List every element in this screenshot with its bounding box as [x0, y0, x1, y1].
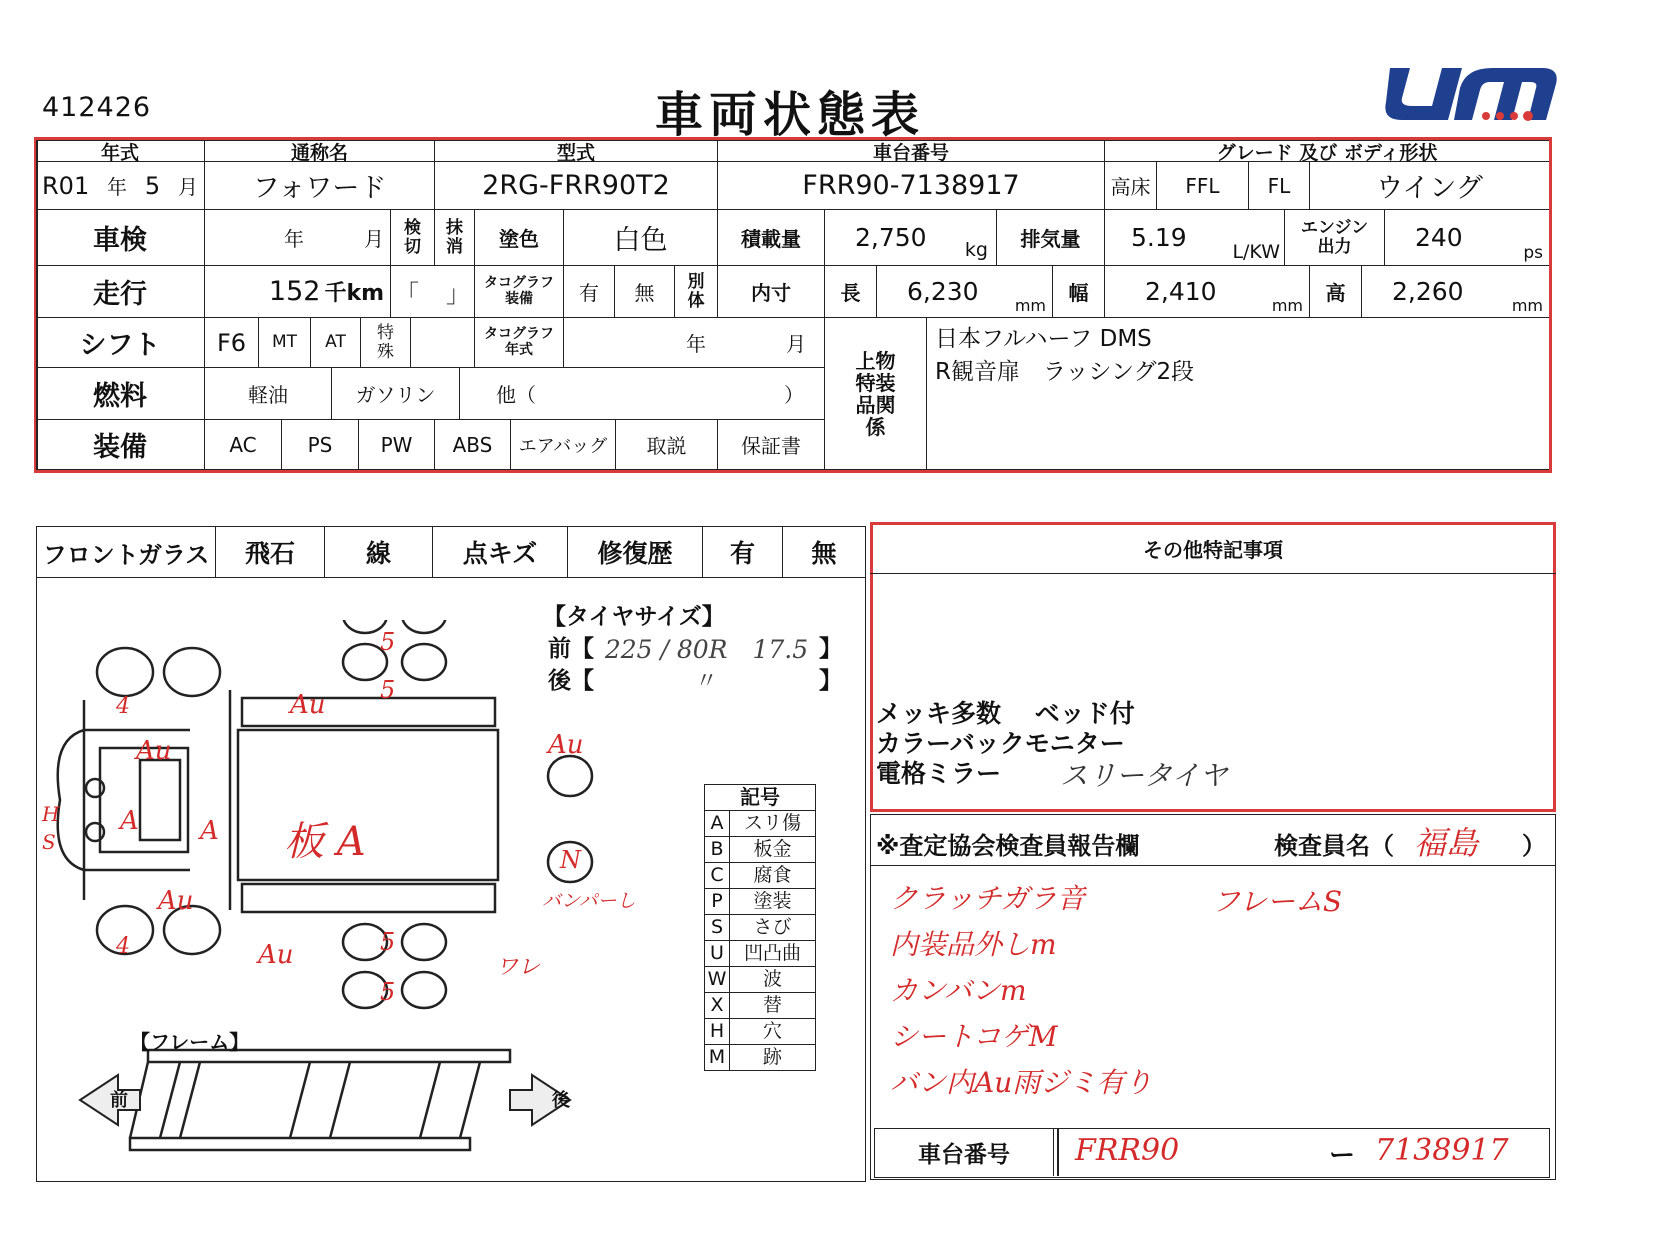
hdr-year: 年式	[36, 140, 205, 162]
width-unit: mm	[1271, 296, 1303, 315]
chassis-number: FRR90-7138917	[718, 162, 1105, 210]
mark-tire-front-2: 5	[380, 676, 396, 704]
mark-au-4: Au	[158, 886, 194, 916]
glass-line: 線	[325, 526, 433, 578]
mark-tire-front-left: 4	[116, 694, 130, 719]
mileage-value: 152	[268, 276, 321, 307]
mark-tire-rear-2: 5	[380, 978, 396, 1006]
shaken-label: 車検	[36, 210, 205, 266]
load-value: 2,750	[855, 223, 927, 252]
inspector-name-close: ）	[1522, 832, 1546, 860]
fuel-label: 燃料	[36, 368, 205, 420]
month: 5	[144, 171, 161, 200]
legend-row	[705, 915, 815, 941]
tire-front-label: 前【	[548, 636, 594, 662]
inspector-frame-note: フレームS	[1212, 885, 1343, 918]
equip-ac: AC	[205, 420, 282, 470]
shift-label: シフト	[36, 318, 205, 368]
body-special-line2: R観音扉 ラッシング2段	[935, 359, 1195, 385]
repair-yes: 有	[703, 526, 783, 578]
equip-airbag: エアバッグ	[511, 420, 616, 470]
mark-tire-n: N	[560, 846, 581, 874]
tire-rear-label: 後【	[548, 668, 594, 694]
inspector-note-line: シートコゲM	[890, 1020, 1058, 1053]
height-unit: mm	[1511, 296, 1543, 315]
legend-value: 穴	[762, 1020, 782, 1042]
repair-history: 修復歴	[568, 526, 703, 578]
legend-rows	[705, 811, 815, 1070]
fuel-other-close: ）	[784, 383, 804, 407]
inspector-note-line: カンバンm	[890, 974, 1027, 1007]
tacho-separate: 別体	[675, 266, 718, 318]
legend-row	[705, 941, 815, 967]
model-code: 2RG-FRR90T2	[435, 162, 718, 210]
page-title: 車両状態表	[655, 87, 926, 143]
notes-line2: カラーバックモニター	[876, 729, 1125, 758]
inner-label: 内寸	[718, 266, 825, 318]
inspector-note-line: バン内Au雨ジミ有り	[890, 1066, 1153, 1099]
tacho-month-unit: 月	[786, 332, 806, 356]
tacho-yes: 有	[564, 266, 615, 318]
mileage-unit: 千km	[324, 281, 384, 306]
footer-separator	[1057, 1129, 1059, 1176]
grade-fl: FL	[1249, 162, 1310, 210]
legend-row	[705, 1045, 815, 1070]
body-type: ウイング	[1310, 162, 1550, 210]
legend-key: B	[705, 837, 730, 862]
legend-row	[705, 1019, 815, 1045]
grade-high-floor: 高床	[1105, 162, 1157, 210]
fuel-gasoline: ガソリン	[332, 368, 460, 420]
repair-no: 無	[783, 526, 866, 578]
mark-wa: ワレ	[496, 955, 541, 980]
fuel-diesel: 軽油	[205, 368, 332, 420]
legend-row	[705, 889, 815, 915]
legend-key: C	[705, 863, 730, 888]
logo-mark	[1382, 58, 1562, 128]
legend-key: S	[705, 915, 730, 940]
disp-unit: L/KW	[1232, 241, 1280, 263]
vehicle-name: フォワード	[205, 162, 435, 210]
equip-ps: PS	[282, 420, 359, 470]
hdr-grade: グレード 及び ボディ形状	[1105, 140, 1550, 162]
shift-special: 特殊	[361, 318, 411, 368]
frame-front: 前	[110, 1090, 128, 1111]
tire-front-size: 225 / 80R 17.5	[604, 635, 809, 664]
legend-key: M	[705, 1045, 730, 1070]
cancelled: 抹消	[435, 210, 475, 266]
load-unit: kg	[964, 239, 988, 261]
company-logo	[1382, 58, 1562, 128]
era: R01	[42, 171, 90, 200]
legend-value: 腐食	[753, 864, 792, 886]
legend-value: 板金	[753, 838, 792, 860]
tire-size-title: 【タイヤサイズ】	[543, 604, 725, 630]
tire-rear-close: 】	[819, 668, 842, 694]
height-label: 高	[1310, 266, 1362, 318]
glass-scratch: 点キズ	[433, 526, 568, 578]
engine-label: エンジン出力	[1285, 210, 1385, 266]
mark-a-1: A	[120, 806, 139, 836]
shaken-year-unit: 年	[284, 227, 304, 251]
inspector-notes	[890, 876, 1152, 1106]
equip-manual: 取説	[616, 420, 718, 470]
legend-key: X	[705, 993, 730, 1018]
tire-front-close: 】	[819, 636, 842, 662]
load-label: 積載量	[718, 210, 825, 266]
mark-tire-front-1: 5	[380, 628, 396, 656]
body-special-label: 上物特装品関係	[825, 318, 927, 470]
legend-key: H	[705, 1019, 730, 1044]
legend-row	[705, 863, 815, 889]
footer-row	[874, 1128, 1550, 1178]
doc-id: 412426	[42, 92, 152, 123]
legend-value: 塗装	[753, 890, 792, 912]
width-value: 2,410	[1145, 277, 1217, 306]
inspector-header	[870, 814, 1556, 866]
legend-row	[705, 993, 815, 1019]
footer-label: 車台番号	[875, 1129, 1054, 1176]
hdr-chassis: 車台番号	[718, 140, 1105, 162]
legend-key: P	[705, 889, 730, 914]
year-unit: 年	[107, 175, 128, 199]
notes-line3: 電格ミラー	[876, 759, 1002, 788]
engine-unit: ps	[1523, 243, 1543, 263]
mark-hs: HS	[42, 802, 60, 854]
inspector-note-line: 内装品外しm	[890, 928, 1057, 961]
tacho-label: タコグラフ装備	[475, 266, 564, 318]
expired: 検切	[391, 210, 435, 266]
notes-line1: メッキ多数 ベッド付	[876, 699, 1135, 728]
equip-pw: PW	[359, 420, 435, 470]
legend-key: U	[705, 941, 730, 966]
length-label: 長	[825, 266, 877, 318]
legend-key: W	[705, 967, 730, 992]
footer-chassis-a: FRR90	[1075, 1133, 1180, 1168]
disp-value: 5.19	[1131, 223, 1187, 252]
frame-rear: 後	[552, 1090, 570, 1111]
shaken-month-unit: 月	[364, 227, 384, 251]
legend-value: スリ傷	[743, 812, 801, 834]
notes-title: その他特記事項	[870, 524, 1556, 574]
tacho-year-unit: 年	[686, 332, 706, 356]
month-unit: 月	[177, 175, 198, 199]
inspector-note-line: クラッチガラ音	[890, 882, 1085, 915]
shift-value: F6	[205, 318, 259, 368]
grade-ffl: FFL	[1157, 162, 1249, 210]
top-table-left-border	[36, 140, 38, 470]
mark-au-2: Au	[136, 736, 172, 766]
disp-label: 排気量	[997, 210, 1105, 266]
engine-value: 240	[1415, 223, 1463, 252]
hdr-model: 型式	[435, 140, 718, 162]
length-unit: mm	[1014, 296, 1046, 315]
legend-row	[705, 967, 815, 993]
body-special-line1: 日本フルハーフ DMS	[935, 326, 1152, 352]
notes-handwritten: スリータイヤ	[1060, 759, 1228, 792]
legend-row	[705, 837, 815, 863]
legend-row	[705, 811, 815, 837]
tire-rear-size: 〃	[695, 668, 718, 694]
width-label: 幅	[1053, 266, 1105, 318]
mark-a-2: A	[200, 816, 219, 846]
mark-tire-rear-1: 5	[380, 928, 396, 956]
equip-abs: ABS	[435, 420, 511, 470]
inspector-name: 福島	[1414, 824, 1479, 862]
bracket-close: 」	[446, 280, 470, 308]
legend-table	[704, 784, 816, 1071]
legend-value: 跡	[762, 1046, 782, 1068]
inspector-title: ※査定協会検査員報告欄	[876, 832, 1140, 860]
shift-mt: MT	[259, 318, 311, 368]
length-value: 6,230	[907, 277, 979, 306]
legend-title: 記号	[705, 785, 815, 811]
glass-label: フロントガラス	[36, 526, 216, 578]
bracket-open: 「	[395, 280, 419, 308]
height-value: 2,260	[1392, 277, 1464, 306]
legend-value: 凹凸曲	[743, 942, 801, 964]
fuel-other-open: 他（	[496, 383, 536, 407]
equip-warranty: 保証書	[718, 420, 825, 470]
mark-au-3: Au	[548, 730, 584, 760]
mark-tire-rear-left: 4	[116, 934, 130, 959]
hdr-name: 通称名	[205, 140, 435, 162]
tacho-year-label: タコグラフ年式	[475, 318, 564, 368]
legend-value: さび	[753, 916, 792, 938]
shift-at: AT	[311, 318, 361, 368]
tacho-no: 無	[615, 266, 675, 318]
legend-value: 替	[762, 994, 782, 1016]
mileage-label: 走行	[36, 266, 205, 318]
glass-chip: 飛石	[216, 526, 325, 578]
top-table-frame	[34, 137, 1552, 473]
mark-bed: 板 A	[284, 819, 366, 865]
frame-label: 【フレーム】	[130, 1030, 250, 1054]
mark-au-1: Au	[290, 690, 326, 720]
legend-value: 波	[762, 968, 782, 990]
equipment-label: 装備	[36, 420, 205, 470]
paint-label: 塗色	[475, 210, 564, 266]
paint-color: 白色	[564, 210, 718, 266]
footer-dash: ー	[1329, 1141, 1356, 1171]
inspector-name-label: 検査員名（	[1274, 832, 1394, 860]
legend-key: A	[705, 811, 730, 836]
footer-chassis-b: 7138917	[1375, 1133, 1509, 1168]
mark-au-5: Au	[258, 940, 294, 970]
mark-bumper: バンパーし	[542, 890, 636, 912]
